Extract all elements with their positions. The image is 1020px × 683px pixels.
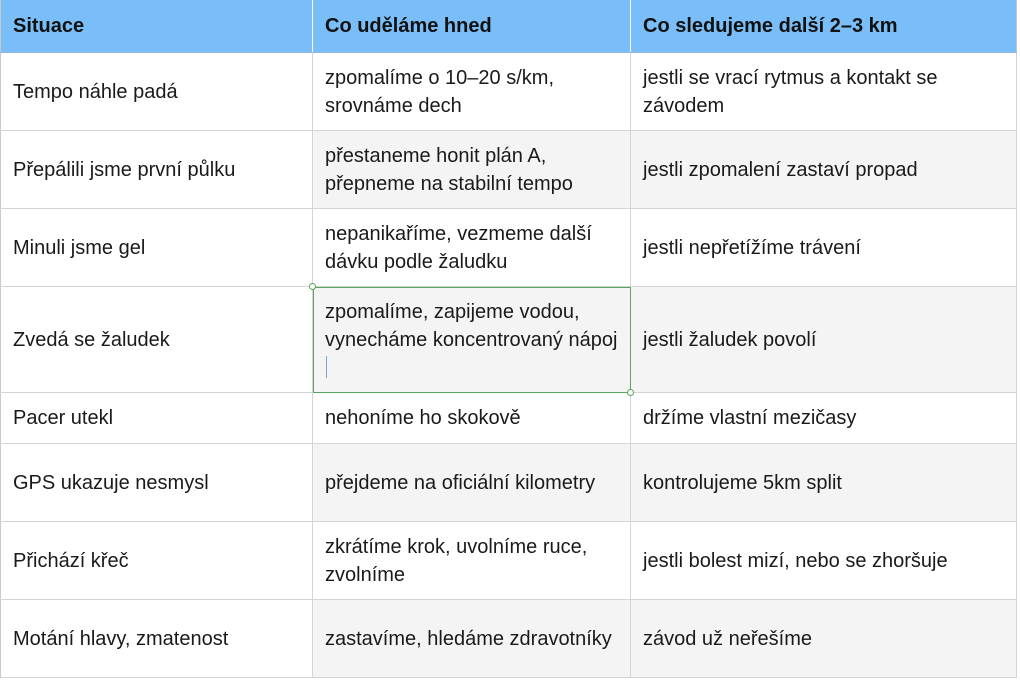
table-cell[interactable]: nehoníme ho skokově bbox=[313, 393, 631, 444]
selection-handle-bottom-right[interactable] bbox=[627, 389, 634, 396]
table-cell[interactable]: jestli žaludek povolí bbox=[631, 287, 1017, 393]
column-header-situace[interactable]: Situace bbox=[1, 0, 313, 53]
table-row bbox=[1, 209, 1017, 287]
table-row bbox=[1, 53, 1017, 131]
header-row bbox=[1, 0, 1017, 53]
table-row bbox=[1, 444, 1017, 522]
table-row bbox=[1, 287, 1017, 393]
table-row bbox=[1, 522, 1017, 600]
table-cell[interactable]: kontrolujeme 5km split bbox=[631, 444, 1017, 522]
table-cell[interactable]: zastavíme, hledáme zdravotníky bbox=[313, 600, 631, 678]
column-header-co-udelame-hned[interactable]: Co uděláme hned bbox=[313, 0, 631, 53]
table-cell[interactable]: Přichází křeč bbox=[1, 522, 313, 600]
table-cell[interactable]: jestli bolest mizí, nebo se zhoršuje bbox=[631, 522, 1017, 600]
column-header-co-sledujeme[interactable]: Co sledujeme další 2–3 km bbox=[631, 0, 1017, 53]
table-row bbox=[1, 600, 1017, 678]
table-cell[interactable]: jestli zpomalení zastaví propad bbox=[631, 131, 1017, 209]
table-cell[interactable]: přejdeme na oficiální kilometry bbox=[313, 444, 631, 522]
selection-handle-top-left[interactable] bbox=[309, 283, 316, 290]
table-cell[interactable]: GPS ukazuje nesmysl bbox=[1, 444, 313, 522]
table-row bbox=[1, 131, 1017, 209]
table-cell[interactable]: Pacer utekl bbox=[1, 393, 313, 444]
table-cell[interactable]: nepanikaříme, vezmeme další dávku podle žaludku bbox=[313, 209, 631, 287]
table-cell[interactable]: zpomalíme o 10–20 s/km, srovnáme dech bbox=[313, 53, 631, 131]
cell-text: zpomalíme, zapijeme vodou, vynecháme koncentrovaný nápoj bbox=[325, 300, 618, 351]
table-cell[interactable]: závod už neřešíme bbox=[631, 600, 1017, 678]
text-cursor bbox=[326, 356, 327, 378]
selected-cell[interactable] bbox=[313, 287, 631, 393]
table-cell[interactable]: přestaneme honit plán A, přepneme na stabilní tempo bbox=[313, 131, 631, 209]
table-cell[interactable]: zkrátíme krok, uvolníme ruce, zvolníme bbox=[313, 522, 631, 600]
table-cell[interactable]: držíme vlastní mezičasy bbox=[631, 393, 1017, 444]
table-cell[interactable]: jestli nepřetížíme trávení bbox=[631, 209, 1017, 287]
table-cell[interactable]: Tempo náhle padá bbox=[1, 53, 313, 131]
table-cell[interactable]: Zvedá se žaludek bbox=[1, 287, 313, 393]
table-cell[interactable]: Přepálili jsme první půlku bbox=[1, 131, 313, 209]
table-cell[interactable]: Minuli jsme gel bbox=[1, 209, 313, 287]
table-cell[interactable]: jestli se vrací rytmus a kontakt se závodem bbox=[631, 53, 1017, 131]
table-cell[interactable]: Motání hlavy, zmatenost bbox=[1, 600, 313, 678]
table-row bbox=[1, 393, 1017, 444]
